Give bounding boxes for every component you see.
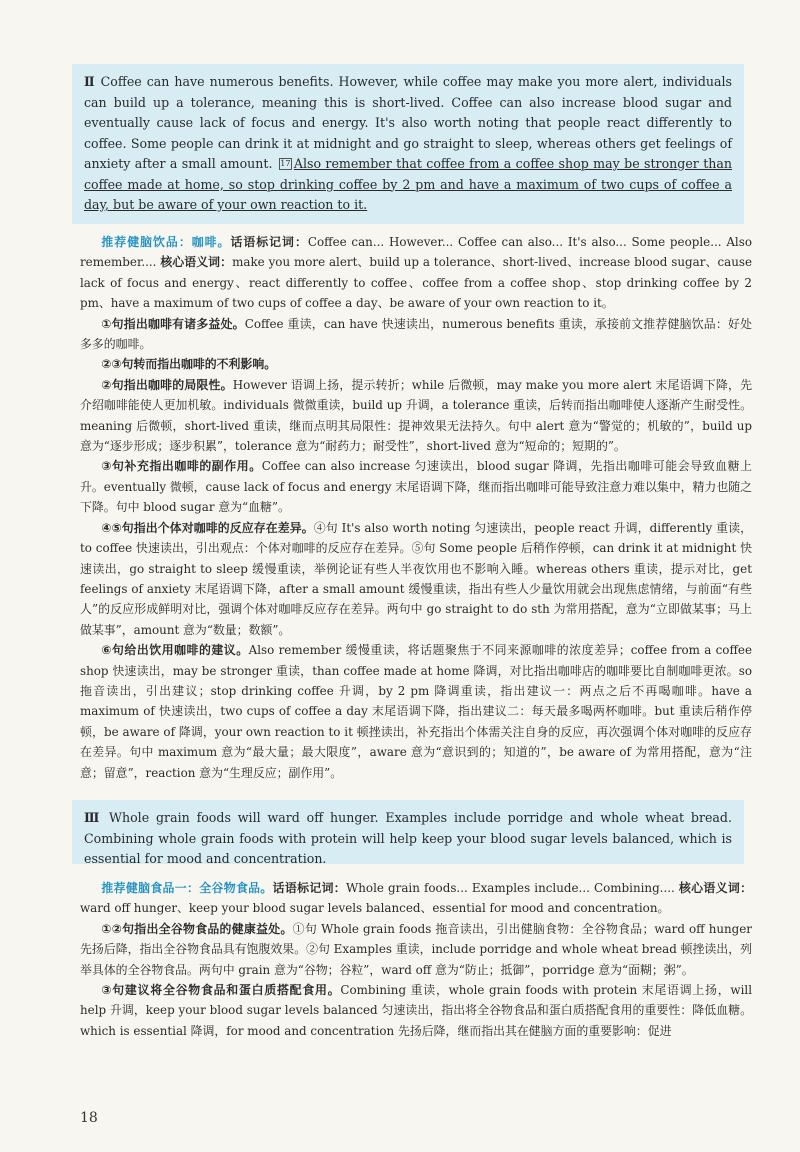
paragraph-text: Combining 重读，whole grain foods with protein 末尾语调上扬，will help 升调，keep your blood sugar levels balanced 匀速读出，指出将全谷物食品和蛋白质搭配食用的重要性：降低血糖。which is essential 降调，for mood and concentration 先扬后降，继而指出其在健脑方面的重要影响：促进 xyxy=(80,983,752,1038)
paragraph-heading: ⑥句给出饮用咖啡的建议。 xyxy=(101,643,249,658)
paragraph-heading: ①句指出咖啡有诸多益处。 xyxy=(101,316,245,331)
paragraph-text: Also remember 缓慢重读，将话题聚焦于不同来源咖啡的浓度差异；coffee from a coffee shop 快速读出，may be stronger 重读，than coffee made at home 降调，对比指出咖啡店的咖啡要比自制咖啡更浓。so 拖音读出，引出建议；stop drinking coffee 升调，by 2 pm 降调重读，指出建议一：两点之后不再喝咖啡。have a maximum of 快速读出，two cups of coffee a day 末尾语调下降，指出建议二：每天最多喝两杯咖啡。but 重读后稍作停顿，be aware of 降调，your own reaction to it 顿挫读出，补充指出个体需关注自身的反应，再次强调个体对咖啡的反应存在差异。句中 maximum 意为“最大量；最大限度”，aware 意为“意识到的；知道的”，be aware of 为常用搭配，意为“注意；留意”，reaction 意为“生理反应；副作用”。 xyxy=(80,643,752,780)
paragraph-text: Coffee 重读，can have 快速读出，numerous benefits 重读，承接前文推荐健脑饮品：好处多多的咖啡。 xyxy=(80,316,752,352)
page-number: 18 xyxy=(80,1110,98,1126)
sentence-marker-icon: 17 xyxy=(280,159,291,168)
paragraph-text: ④句 It's also worth noting 匀速读出，people react 升调，differently 重读，to coffee 快速读出，引出观点：个体对咖啡的反应存在差异。⑤句 Some people 后稍作停顿，can drink it at midnight 快速读出，go straight to sleep 缓慢重读，举例论证有些人半夜饮用也不影响入睡。whereas others 重读，提示对比，get feelings of anxiety 末尾语调下降，after a small amount 缓慢重读，指出有些人少量饮用就会出现焦虑情绪，与前面“有些人”的反应形成鲜明对比，强调个体对咖啡反应存在差异。两句中 go straight to do sth 为常用搭配，意为“立即做某事；马上做某事”，amount 意为“数量；数额”。 xyxy=(80,520,753,637)
core-label: 核心语义词： xyxy=(160,255,233,270)
core-label: 核心语义词： xyxy=(678,881,752,895)
analysis-section-2 xyxy=(80,232,752,783)
analysis-section-3 xyxy=(80,878,752,1041)
paragraph-heading: ②句指出咖啡的局限性。 xyxy=(101,377,233,392)
analysis-paragraph xyxy=(80,456,752,517)
passage-box-2 xyxy=(72,64,744,224)
paragraph-heading: ①②句指出全谷物食品的健康益处。 xyxy=(101,921,293,936)
paragraph-heading: ④⑤句指出个体对咖啡的反应存在差异。 xyxy=(101,520,314,535)
roman-numeral: Ⅲ xyxy=(84,810,103,825)
analysis-paragraph xyxy=(80,314,752,355)
markers-text: Coffee can... However... Coffee can also... It's also... Some people... Also remember.... xyxy=(80,235,752,270)
analysis-paragraph xyxy=(80,354,752,374)
analysis-paragraph xyxy=(80,518,752,640)
analysis-heading: 推荐健脑食品一：全谷物食品。 xyxy=(101,881,273,895)
analysis-intro xyxy=(80,232,752,314)
paragraph-text: Coffee can also increase 匀速读出，blood sugar 降调，先指出咖啡可能会导致血糖上升。eventually 微顿，cause lack of focus and energy 末尾语调下降，继而指出咖啡可能导致注意力难以集中，精力也随之下降。句中 blood sugar 意为“血糖”。 xyxy=(80,459,752,515)
markers-label: 话语标记词： xyxy=(272,881,347,895)
analysis-paragraph xyxy=(80,919,752,980)
underlined-sentence: Also remember that coffee from a coffee shop may be stronger than coffee made at home, so stop drinking coffee by 2 pm and have a maximum of two cups of coffee a day, but be aware of your own reaction to it. xyxy=(84,156,732,212)
paragraph-heading: ③句补充指出咖啡的副作用。 xyxy=(101,459,262,474)
passage-box-3 xyxy=(72,800,744,864)
core-text: ward off hunger、keep your blood sugar levels balanced、essential for mood and concentration。 xyxy=(80,901,670,916)
analysis-paragraph xyxy=(80,980,752,1041)
markers-text: Whole grain foods... Examples include... Combining.... xyxy=(346,881,675,895)
paragraph-heading: ③句建议将全谷物食品和蛋白质搭配食用。 xyxy=(101,983,341,998)
analysis-intro xyxy=(80,878,752,919)
analysis-paragraph xyxy=(80,375,752,457)
passage-text: Whole grain foods will ward off hunger. Examples include porridge and whole wheat bread. Combining whole grain foods with protein will help keep your blood sugar levels balanced, which is essential for mood and concentration. xyxy=(84,810,733,866)
analysis-heading: 推荐健脑饮品：咖啡。 xyxy=(101,235,231,249)
passage-text: Coffee can have numerous benefits. However, while coffee may make you more alert, individuals can build up a tolerance, meaning this is short-lived. Coffee can also increase blood sugar and eventually cause lack of focus and energy. It's also worth noting that people react differently to coffee. Some people can drink it at midnight and go straight to sleep, whereas others get feelings of anxiety after a small amount. xyxy=(84,74,733,171)
paragraph-text: However 语调上扬，提示转折；while 后微顿，may make you more alert 末尾语调下降，先介绍咖啡能使人更加机敏。individuals 微微重读，build up 升调，a tolerance 重读，后转而指出咖啡使人逐渐产生耐受性。meaning 后微顿，short-lived 重读，继而点明其局限性：提神效果无法持久。句中 alert 意为“警觉的；机敏的”，build up 意为“逐步形成；逐步积累”，tolerance 意为“耐药力；耐受性”，short-lived 意为“短命的；短期的”。 xyxy=(80,377,752,454)
core-text: make you more alert、build up a tolerance、short-lived、increase blood sugar、cause lack of focus and energy、react differently to coffee、coffee from a coffee shop、stop drinking coffee by 2 pm、have a maximum of two cups of coffee a day、be aware of your own reaction to it。 xyxy=(80,255,752,311)
paragraph-heading: ②③句转而指出咖啡的不利影响。 xyxy=(101,357,277,372)
roman-numeral: Ⅱ xyxy=(84,74,96,89)
markers-label: 话语标记词： xyxy=(230,235,308,249)
paragraph-text: ①句 Whole grain foods 拖音读出，引出健脑食物：全谷物食品；ward off hunger 先扬后降，指出全谷物食品具有饱腹效果。②句 Examples 重读，include porridge and whole wheat bread 顿挫读出，列举具体的全谷物食品。两句中 grain 意为“谷物；谷粒”，ward off 意为“防止；抵御”，porridge 意为“面糊；粥”。 xyxy=(80,921,752,977)
analysis-paragraph xyxy=(80,640,752,783)
